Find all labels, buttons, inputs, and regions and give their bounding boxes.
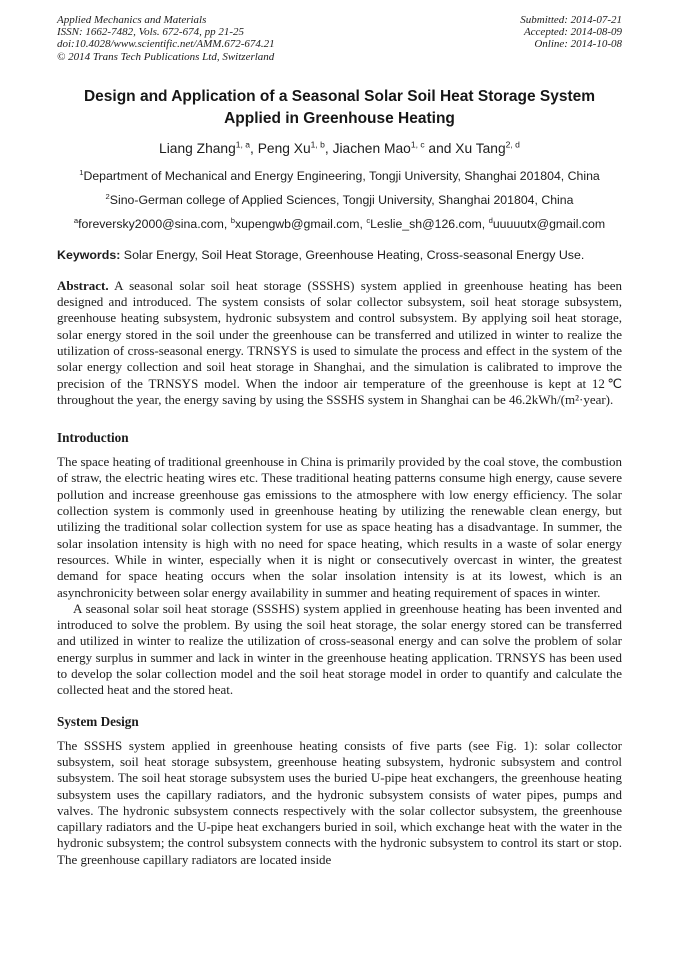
introduction-paragraph-2: A seasonal solar soil heat storage (SSSHS) system applied in greenhouse heating has been invented and introduced to solve the problem. By using the soil heat storage, the solar energy stored can be transferred and utilized in winter to realize the utilization of cross-seasonal energy and can solve the problem of solar energy surplus in summer and lack in winter in the greenhouse heating application. TRNSYS has been used to develop the solar collection model and the soil heat storage model in order to quantify and calculate the collected heat and the stored heat. <box>57 600 622 698</box>
submission-dates: Submitted: 2014-07-21 Accepted: 2014-08-09 Online: 2014-10-08 <box>520 14 622 51</box>
system-design-heading: System Design <box>57 713 139 729</box>
section-system-design <box>57 714 622 868</box>
introduction-heading: Introduction <box>57 430 129 446</box>
system-design-paragraph-1: The SSSHS system applied in greenhouse heating consists of five parts (see Fig. 1): solar collector subsystem, soil heat storage subsystem, greenhouse heating subsystem, hydronic subsystem and control subsystem. The soil heat storage subsystem uses the buried U-pipe heat exchangers, the greenhouse heating subsystem uses the capillary radiators, and the hydronic subsystem consists of water pipes, pumps and valves. The hydronic subsystem connects respectively with the solar collector subsystem, the greenhouse capillary radiators and the U-pipe heat exchangers buried in soil, which exchange heat with the water in the hydronic subsystem; the control subsystem connects with the hydronic subsystem to control its start or stop. The greenhouse capillary radiators are located inside <box>57 737 622 867</box>
abstract-paragraph <box>57 278 622 408</box>
paper-title: Design and Application of a Seasonal Solar Soil Heat Storage System Applied in Greenhouse Heating <box>83 87 596 127</box>
authors-line: Liang Zhang$^{1, a}$, Peng Xu$^{1, b}$, Jiachen Mao$^{1, c}$ and Xu Tang$^{2, d}$ <box>159 139 520 156</box>
keywords-text: Solar Energy, Soil Heat Storage, Greenhouse Heating, Cross-seasonal Energy Use. <box>120 247 585 262</box>
introduction-paragraph-1: The space heating of traditional greenhouse in China is primarily provided by the coal stove, the combustion of straw, the electric heating wires etc. These traditional heating patterns consume high energy, cause severe pollution and increase greenhouse gas emissions to the atmosphere with low energy efficiency. The solar collection system is commonly used in greenhouse heating by utilizing the renewable clean energy, but utilizing the traditional solar collection system for use as space heating has a disadvantage. In summer, the solar insolation intensity is high with no need for space heating, which results in a waste of solar energy resources. While in winter, especially when it is night or consecutively overcast in winter, the greatest demand for space heating occurs when the solar insolation intensity is at its lowest, which is an asynchronicity between solar energy availability in summer and heating requirement of spaces in winter. <box>57 454 622 600</box>
affiliation-1: $^1$Department of Mechanical and Energy Engineering, Tongji University, Shanghai 201804, China <box>79 167 600 183</box>
abstract-text: A seasonal solar soil heat storage (SSSHS) system applied in greenhouse heating has been designed and introduced. The system consists of solar collector subsystem, soil heat storage subsystem, greenhouse heating subsystem, hydronic subsystem and control subsystem. By applying soil heat storage, solar energy stored in the soil under the greenhouse can be transferred and utilized in winter to realize the utilization of cross-seasonal energy. TRNSYS is used to simulate the process and effect in the system of the solar energy collection and soil heat storage in Shanghai, and the simulation is calibrated to improve the precision of the TRNSYS model. When the indoor air temperature of the greenhouse is kept at 12℃ throughout the year, the energy saving by using the SSSHS system in Shanghai can be 46.2kWh/(m²·year). <box>57 277 622 407</box>
journal-info: Applied Mechanics and Materials ISSN: 1662-7482, Vols. 672-674, pp 21-25 doi:10.4028/www.scientific.net/AMM.672-674.21 © 2014 Trans Tech Publications Ltd, Switzerland <box>57 14 275 63</box>
author-emails: $^a$foreversky2000@sina.com, $^b$xupengwb@gmail.com, $^c$Leslie_sh@126.com, $^d$uuuuutx@gmail.com <box>73 215 606 231</box>
keywords-label: Keywords: <box>57 247 121 262</box>
journal-header <box>57 14 622 63</box>
section-introduction <box>57 430 622 698</box>
keywords-line <box>57 248 622 263</box>
affiliation-2: $^2$Sino-German college of Applied Sciences, Tongji University, Shanghai 201804, China <box>105 191 574 207</box>
abstract-label: Abstract. <box>57 277 109 293</box>
